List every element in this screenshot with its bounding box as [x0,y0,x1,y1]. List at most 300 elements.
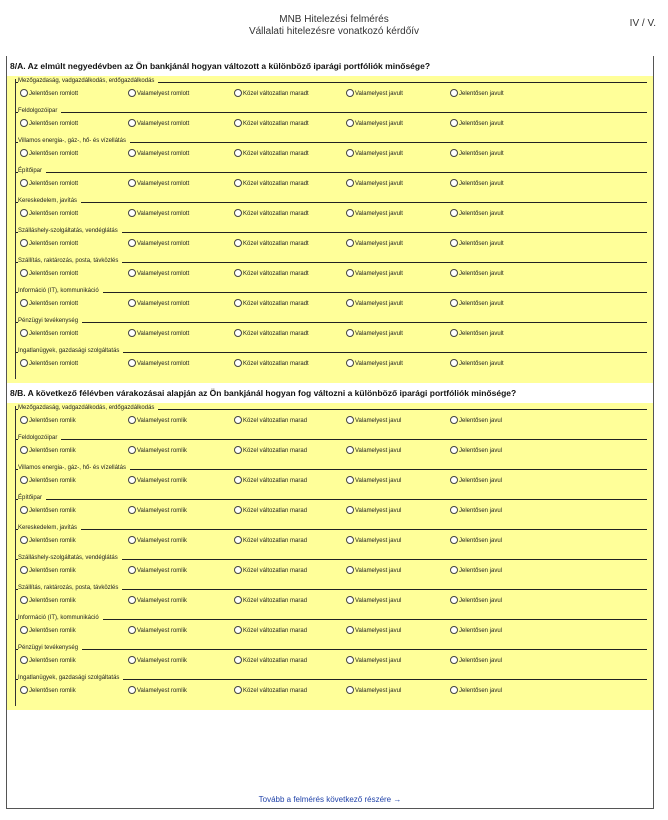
radio-circle-icon[interactable] [20,119,28,127]
radio-option[interactable] [20,240,78,248]
question-title: 8/B. A következő félévben várakozásai alapján az Ön bankjánál hogyan fog változni a különböző iparági portfóliók minősége? [7,383,653,403]
radio-option-label: Jelentősen javul [459,418,503,425]
radio-circle-icon[interactable] [346,239,354,247]
radio-circle-icon[interactable] [234,149,242,157]
industry-label: Információ (IT), kommunikáció [18,615,103,622]
radio-option-label: Valamelyest javul [355,418,402,425]
radio-circle-icon[interactable] [450,596,458,604]
radio-option-label: Közel változatlan maradt [243,271,309,278]
radio-option[interactable] [20,300,78,308]
radio-option-label: Jelentősen romlik [29,478,76,485]
radio-option-label: Közel változatlan maradt [243,241,309,248]
radio-option[interactable] [20,330,78,338]
radio-option[interactable] [234,567,307,575]
radio-option[interactable] [346,657,401,665]
radio-circle-icon[interactable] [346,359,354,367]
radio-option-label: Közel változatlan maradt [243,331,309,338]
radio-circle-icon[interactable] [450,416,458,424]
radio-group [16,597,647,607]
radio-circle-icon[interactable] [128,506,136,514]
radio-circle-icon[interactable] [346,536,354,544]
radio-option-label: Valamelyest romlik [137,658,187,665]
group-divider [16,529,647,530]
radio-circle-icon[interactable] [128,269,136,277]
radio-option-label: Valamelyest javult [355,91,403,98]
survey-header [0,14,668,38]
radio-option[interactable] [346,447,401,455]
radio-option-label: Valamelyest romlott [137,121,190,128]
radio-option[interactable] [20,360,78,368]
next-page-link[interactable]: Tovább a felmérés következő részére → [258,795,402,804]
radio-circle-icon[interactable] [346,119,354,127]
radio-circle-icon[interactable] [20,299,28,307]
industry-group [15,406,647,436]
radio-option-label: Valamelyest romlott [137,151,190,158]
radio-circle-icon[interactable] [346,566,354,574]
industry-group [15,229,647,259]
radio-option[interactable] [450,627,502,635]
radio-option[interactable] [20,180,78,188]
radio-circle-icon[interactable] [20,149,28,157]
radio-option[interactable] [450,657,502,665]
radio-option[interactable] [234,417,307,425]
radio-circle-icon[interactable] [234,119,242,127]
radio-option-label: Valamelyest romlott [137,271,190,278]
radio-option-label: Közel változatlan maradt [243,151,309,158]
radio-option[interactable] [346,567,401,575]
radio-option-label: Jelentősen romlik [29,688,76,695]
radio-option-label: Jelentősen romlik [29,658,76,665]
radio-circle-icon[interactable] [346,626,354,634]
question-title: 8/A. Az elmúlt negyedévben az Ön bankjánál hogyan változott a különböző iparági portfóliók minősége? [7,56,653,76]
radio-circle-icon[interactable] [20,359,28,367]
group-divider [16,649,647,650]
radio-option[interactable] [128,330,189,338]
radio-option[interactable] [450,597,502,605]
radio-circle-icon[interactable] [234,179,242,187]
radio-option[interactable] [20,90,78,98]
radio-option[interactable] [450,270,504,278]
radio-option-label: Valamelyest romlik [137,628,187,635]
industry-group [15,586,647,616]
radio-circle-icon[interactable] [450,656,458,664]
radio-option[interactable] [20,657,76,665]
radio-option[interactable] [450,330,504,338]
radio-circle-icon[interactable] [346,149,354,157]
radio-circle-icon[interactable] [450,359,458,367]
radio-circle-icon[interactable] [128,119,136,127]
radio-option[interactable] [234,150,309,158]
radio-circle-icon[interactable] [346,476,354,484]
radio-circle-icon[interactable] [20,446,28,454]
radio-circle-icon[interactable] [234,299,242,307]
radio-circle-icon[interactable] [346,596,354,604]
radio-group [16,270,647,280]
radio-group [16,150,647,160]
radio-group [16,240,647,250]
radio-option-label: Jelentősen javul [459,508,503,515]
radio-option[interactable] [20,537,76,545]
radio-option-label: Jelentősen romlott [29,361,79,368]
radio-option[interactable] [450,300,504,308]
industry-group [15,169,647,199]
radio-option-label: Közel változatlan maradt [243,361,309,368]
radio-option-label: Jelentősen romlott [29,151,79,158]
radio-circle-icon[interactable] [450,566,458,574]
radio-option-label: Jelentősen javul [459,448,503,455]
industry-label: Szálláshely-szolgáltatás, vendéglátás [18,228,122,235]
radio-option[interactable] [346,300,403,308]
radio-option[interactable] [20,120,78,128]
radio-option[interactable] [234,270,309,278]
radio-circle-icon[interactable] [234,686,242,694]
radio-option[interactable] [20,627,76,635]
radio-option[interactable] [450,120,504,128]
radio-option[interactable] [128,567,187,575]
radio-option[interactable] [128,360,189,368]
radio-circle-icon[interactable] [450,536,458,544]
radio-circle-icon[interactable] [20,239,28,247]
radio-circle-icon[interactable] [128,329,136,337]
radio-option[interactable] [234,330,309,338]
radio-option-label: Valamelyest javul [355,478,402,485]
radio-option[interactable] [346,687,401,695]
radio-circle-icon[interactable] [128,686,136,694]
radio-option[interactable] [346,330,403,338]
radio-circle-icon[interactable] [234,656,242,664]
radio-option-label: Közel változatlan maradt [243,181,309,188]
radio-option[interactable] [450,210,504,218]
radio-option-label: Közel változatlan marad [243,448,308,455]
radio-option[interactable] [450,240,504,248]
radio-option[interactable] [20,417,76,425]
radio-option-label: Jelentősen romlik [29,598,76,605]
radio-circle-icon[interactable] [128,476,136,484]
radio-group [16,330,647,340]
radio-option-label: Valamelyest romlott [137,301,190,308]
radio-circle-icon[interactable] [234,89,242,97]
radio-circle-icon[interactable] [234,536,242,544]
radio-circle-icon[interactable] [450,119,458,127]
radio-circle-icon[interactable] [346,686,354,694]
radio-option[interactable] [128,687,187,695]
radio-option[interactable] [234,657,307,665]
radio-circle-icon[interactable] [128,536,136,544]
radio-circle-icon[interactable] [128,566,136,574]
radio-option-label: Valamelyest romlik [137,478,187,485]
radio-option-label: Jelentősen romlott [29,91,79,98]
radio-circle-icon[interactable] [128,656,136,664]
radio-circle-icon[interactable] [346,329,354,337]
radio-circle-icon[interactable] [450,89,458,97]
radio-option-label: Valamelyest romlott [137,211,190,218]
radio-option[interactable] [128,477,187,485]
radio-option[interactable] [128,657,187,665]
industry-label: Pénzügyi tevékenység [18,318,82,325]
radio-option[interactable] [128,447,187,455]
radio-option-label: Jelentősen javult [459,271,504,278]
radio-circle-icon[interactable] [128,149,136,157]
radio-option-label: Közel változatlan marad [243,658,308,665]
radio-option[interactable] [346,360,403,368]
industry-group [15,556,647,586]
radio-circle-icon[interactable] [450,476,458,484]
industry-label: Szálláshely-szolgáltatás, vendéglátás [18,555,122,562]
radio-option[interactable] [20,687,76,695]
radio-option-label: Jelentősen romlott [29,211,79,218]
radio-circle-icon[interactable] [128,179,136,187]
radio-option[interactable] [20,447,76,455]
radio-option[interactable] [20,567,76,575]
radio-circle-icon[interactable] [450,686,458,694]
industry-label: Ingatlanügyek, gazdasági szolgáltatás [18,348,123,355]
radio-option[interactable] [128,417,187,425]
radio-circle-icon[interactable] [20,476,28,484]
radio-circle-icon[interactable] [20,626,28,634]
radio-circle-icon[interactable] [346,209,354,217]
radio-option[interactable] [234,90,309,98]
radio-circle-icon[interactable] [234,359,242,367]
industry-label: Pénzügyi tevékenység [18,645,82,652]
radio-option-label: Jelentősen romlik [29,508,76,515]
radio-option[interactable] [234,240,309,248]
radio-circle-icon[interactable] [450,209,458,217]
industry-group [15,676,647,706]
page-number: IV / V. [629,18,656,29]
radio-circle-icon[interactable] [346,89,354,97]
radio-circle-icon[interactable] [234,566,242,574]
industry-label: Villamos energia-, gáz-, hő- és vízellátás [18,465,130,472]
radio-option[interactable] [234,477,307,485]
group-divider [16,172,647,173]
radio-option[interactable] [450,447,502,455]
radio-option[interactable] [346,627,401,635]
radio-option-label: Valamelyest javult [355,331,403,338]
radio-group [16,567,647,577]
radio-option[interactable] [234,447,307,455]
radio-option[interactable] [128,150,189,158]
radio-group [16,537,647,547]
radio-circle-icon[interactable] [234,506,242,514]
industry-label: Feldolgozóipar [18,435,61,442]
radio-option[interactable] [450,417,502,425]
radio-option[interactable] [346,120,403,128]
radio-option-label: Valamelyest javult [355,211,403,218]
radio-option-label: Jelentősen romlott [29,271,79,278]
radio-circle-icon[interactable] [128,416,136,424]
radio-option-label: Jelentősen romlik [29,418,76,425]
radio-circle-icon[interactable] [234,209,242,217]
radio-circle-icon[interactable] [128,209,136,217]
radio-option-label: Valamelyest javult [355,301,403,308]
radio-circle-icon[interactable] [234,239,242,247]
radio-circle-icon[interactable] [20,329,28,337]
radio-option[interactable] [20,507,76,515]
radio-circle-icon[interactable] [234,476,242,484]
radio-option-label: Közel változatlan marad [243,478,308,485]
radio-option-label: Valamelyest romlott [137,181,190,188]
radio-option-label: Jelentősen javult [459,151,504,158]
radio-circle-icon[interactable] [450,239,458,247]
radio-option[interactable] [346,90,403,98]
radio-circle-icon[interactable] [450,446,458,454]
radio-circle-icon[interactable] [20,506,28,514]
radio-option[interactable] [20,270,78,278]
radio-option[interactable] [450,360,504,368]
radio-circle-icon[interactable] [234,416,242,424]
radio-option-label: Valamelyest romlik [137,568,187,575]
radio-option[interactable] [128,537,187,545]
radio-option[interactable] [450,687,502,695]
radio-circle-icon[interactable] [128,299,136,307]
radio-option[interactable] [450,90,504,98]
radio-option[interactable] [20,150,78,158]
radio-circle-icon[interactable] [128,626,136,634]
radio-option-label: Jelentősen romlik [29,628,76,635]
radio-option[interactable] [128,270,189,278]
industry-label: Mezőgazdaság, vadgazdálkodás, erdőgazdálkodás [18,78,158,85]
radio-group [16,120,647,130]
radio-group [16,210,647,220]
radio-circle-icon[interactable] [234,596,242,604]
radio-option-label: Valamelyest romlik [137,688,187,695]
radio-option[interactable] [234,507,307,515]
radio-circle-icon[interactable] [20,536,28,544]
radio-circle-icon[interactable] [234,269,242,277]
radio-option[interactable] [234,687,307,695]
radio-group [16,90,647,100]
radio-option[interactable] [234,597,307,605]
question-section [7,76,653,383]
radio-option-label: Jelentősen javul [459,538,503,545]
radio-circle-icon[interactable] [128,239,136,247]
radio-option-label: Jelentősen javult [459,181,504,188]
radio-option-label: Jelentősen javul [459,478,503,485]
radio-circle-icon[interactable] [20,269,28,277]
radio-circle-icon[interactable] [346,446,354,454]
radio-circle-icon[interactable] [234,626,242,634]
radio-option[interactable] [346,270,403,278]
industry-group [15,646,647,676]
radio-option[interactable] [450,150,504,158]
radio-option[interactable] [346,180,403,188]
radio-option[interactable] [20,210,78,218]
radio-option[interactable] [450,537,502,545]
group-divider [16,292,647,293]
question-section [7,403,653,710]
radio-circle-icon[interactable] [346,299,354,307]
radio-circle-icon[interactable] [128,359,136,367]
radio-circle-icon[interactable] [450,149,458,157]
radio-option-label: Közel változatlan maradt [243,91,309,98]
radio-option[interactable] [128,180,189,188]
radio-option[interactable] [450,180,504,188]
radio-option[interactable] [20,597,76,605]
radio-option-label: Közel változatlan marad [243,598,308,605]
radio-circle-icon[interactable] [20,656,28,664]
radio-option[interactable] [346,477,401,485]
radio-circle-icon[interactable] [450,329,458,337]
radio-option[interactable] [234,180,309,188]
radio-option-label: Valamelyest romlott [137,91,190,98]
radio-option[interactable] [450,477,502,485]
radio-option-label: Jelentősen romlott [29,331,79,338]
industry-group [15,436,647,466]
radio-option[interactable] [234,210,309,218]
radio-option[interactable] [450,507,502,515]
radio-option[interactable] [128,597,187,605]
radio-option[interactable] [234,627,307,635]
radio-circle-icon[interactable] [20,596,28,604]
radio-option[interactable] [128,120,189,128]
radio-option[interactable] [346,507,401,515]
industry-group [15,466,647,496]
radio-option[interactable] [128,300,189,308]
radio-option[interactable] [128,627,187,635]
radio-circle-icon[interactable] [450,299,458,307]
radio-circle-icon[interactable] [450,269,458,277]
radio-circle-icon[interactable] [20,209,28,217]
radio-circle-icon[interactable] [128,89,136,97]
radio-group [16,687,647,697]
radio-option-label: Jelentősen javult [459,121,504,128]
radio-circle-icon[interactable] [20,89,28,97]
radio-circle-icon[interactable] [346,506,354,514]
radio-option[interactable] [234,537,307,545]
radio-circle-icon[interactable] [234,329,242,337]
radio-circle-icon[interactable] [346,179,354,187]
radio-circle-icon[interactable] [346,656,354,664]
radio-circle-icon[interactable] [450,506,458,514]
radio-option[interactable] [234,300,309,308]
radio-option[interactable] [20,477,76,485]
group-divider [16,619,647,620]
radio-circle-icon[interactable] [450,626,458,634]
industry-group [15,259,647,289]
radio-option[interactable] [128,90,189,98]
radio-group [16,180,647,190]
industry-group [15,79,647,109]
radio-circle-icon[interactable] [128,446,136,454]
radio-circle-icon[interactable] [20,686,28,694]
radio-option[interactable] [346,417,401,425]
radio-option[interactable] [346,597,401,605]
radio-option[interactable] [128,507,187,515]
radio-circle-icon[interactable] [128,596,136,604]
industry-label: Ingatlanügyek, gazdasági szolgáltatás [18,675,123,682]
radio-circle-icon[interactable] [346,416,354,424]
radio-circle-icon[interactable] [20,566,28,574]
radio-option[interactable] [128,240,189,248]
radio-option[interactable] [234,120,309,128]
radio-circle-icon[interactable] [234,446,242,454]
radio-circle-icon[interactable] [20,416,28,424]
radio-option[interactable] [346,150,403,158]
radio-option[interactable] [450,567,502,575]
radio-option[interactable] [346,210,403,218]
radio-option[interactable] [128,210,189,218]
radio-option[interactable] [234,360,309,368]
radio-option-label: Jelentősen javul [459,568,503,575]
radio-option[interactable] [346,537,401,545]
radio-option[interactable] [346,240,403,248]
radio-option-label: Valamelyest javult [355,181,403,188]
industry-group [15,109,647,139]
industry-label: Szállítás, raktározás, posta, távközlés [18,585,122,592]
radio-circle-icon[interactable] [450,179,458,187]
radio-circle-icon[interactable] [20,179,28,187]
radio-circle-icon[interactable] [346,269,354,277]
